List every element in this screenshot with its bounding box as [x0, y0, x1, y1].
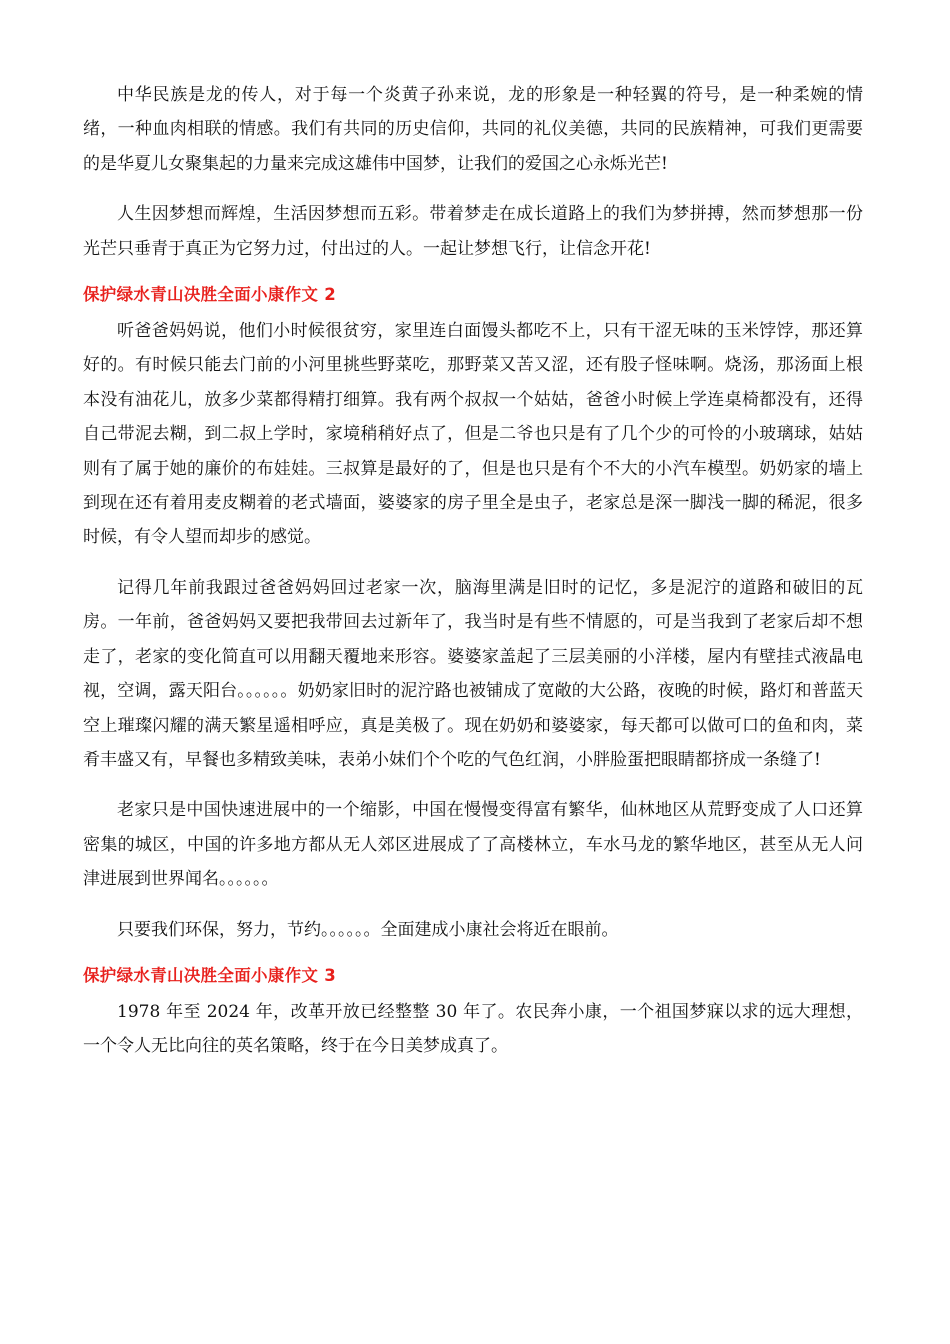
- document-body: [83, 78, 863, 1064]
- paragraph-reform-opening: 1978 年至 2024 年，改革开放已经整整 30 年了。农民奔小康，一个祖国梦寐以求的远大理想，一个令人无比向往的英名策略，终于在今日美梦成真了。: [83, 1001, 863, 1057]
- paragraph-hometown-visit: 记得几年前我跟过爸爸妈妈回过老家一次，脑海里满是旧时的记忆，多是泥泞的道路和破旧的瓦房。一年前，爸爸妈妈又要把我带回去过新年了，我当时是有些不情愿的，可是当我到了老家后却不想走了，老家的变化简直可以用翻天覆地来形容。婆婆家盖起了三层美丽的小洋楼，屋内有壁挂式液晶电视，空调，露天阳台。。。。。。奶奶家旧时的泥泞路也被铺成了宽敞的大公路，夜晚的时候，路灯和普蓝天空上璀璨闪耀的满天繁星遥相呼应，真是美极了。现在奶奶和婆婆家，每天都可以做可口的鱼和肉，菜肴丰盛又有，早餐也多精致美味，表弟小妹们个个吃的气色红润，小胖脸蛋把眼睛都挤成一条缝了!: [83, 577, 863, 770]
- paragraph-xiaokang-goal: 只要我们环保，努力，节约。。。。。。全面建成小康社会将近在眼前。: [117, 919, 619, 940]
- essay-heading-2: 保护绿水青山决胜全面小康作文 2: [83, 285, 337, 305]
- paragraph-china-development: 老家只是中国快速进展中的一个缩影，中国在慢慢变得富有繁华，仙林地区从荒野变成了人口还算密集的城区，中国的许多地方都从无人郊区进展成了了高楼林立，车水马龙的繁华地区，甚至从无人问津进展到世界闻名。。。。。。: [83, 800, 863, 890]
- paragraph-dragon-descendants: 中华民族是龙的传人，对于每一个炎黄子孙来说，龙的形象是一种轻翼的符号，是一种柔婉的情绪，一种血肉相联的情感。我们有共同的历史信仰，共同的礼仪美德，共同的民族精神，可我们更需要的是华夏儿女聚集起的力量来完成这雄伟中国梦，让我们的爱国之心永烁光芒!: [83, 85, 863, 174]
- essay-heading-3: 保护绿水青山决胜全面小康作文 3: [83, 965, 337, 985]
- paragraph-parents-childhood: 听爸爸妈妈说，他们小时候很贫穷，家里连白面馒头都吃不上，只有干涩无味的玉米饽饽，那还算好的。有时候只能去门前的小河里挑些野菜吃，那野菜又苦又涩，还有股子怪味啊。烧汤，那汤面上根本没有油花儿，放多少菜都得精打细算。我有两个叔叔一个姑姑，爸爸小时候上学连桌椅都没有，还得自己带泥去糊，到二叔上学时，家境稍稍好点了，但是二爷也只是有了几个少的可怜的小玻璃球，姑姑则有了属于她的廉价的布娃娃。三叔算是最好的了，但是也只是有个不大的小汽车模型。奶奶家的墙上到现在还有着用麦皮糊着的老式墙面，婆婆家的房子里全是虫子，老家总是深一脚浅一脚的稀泥，很多时候，有令人望而却步的感觉。: [83, 321, 863, 548]
- paragraph-dreams-shine: 人生因梦想而辉煌，生活因梦想而五彩。带着梦走在成长道路上的我们为梦拼搏，然而梦想那一份光芒只垂青于真正为它努力过，付出过的人。一起让梦想飞行，让信念开花!: [83, 204, 863, 259]
